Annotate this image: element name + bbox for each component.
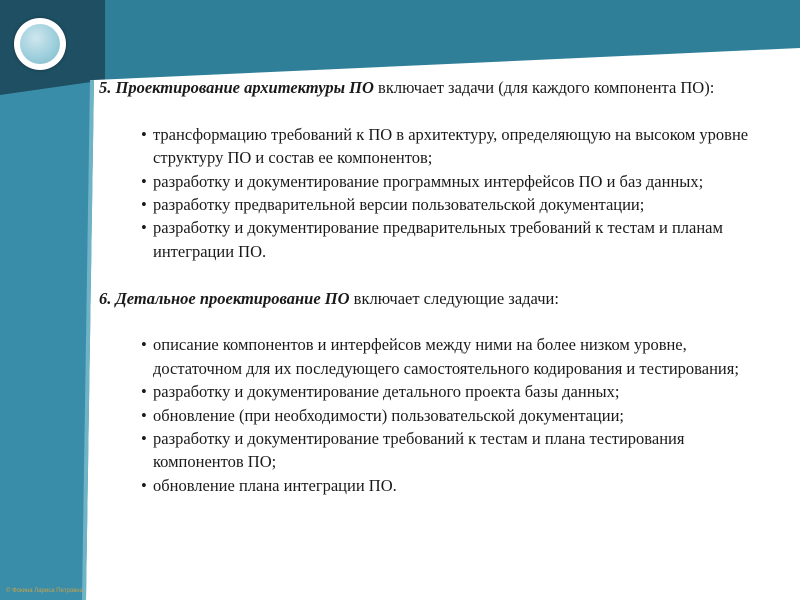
section5-heading-rest: включает задачи (для каждого компонента ПО): [373,78,715,97]
footer-copyright: © Фокина Лариса Петровна [6,588,83,594]
list-item: • разработку предварительной версии пользовательской документации; [141,193,779,216]
list-item: • описание компонентов и интерфейсов между ними на более низком уровне, достаточном для их последующего самостоятельного кодирования и тестирования; [141,333,779,380]
slide-content [99,76,779,497]
list-item: • обновление плана интеграции ПО. [141,474,779,497]
list-item: • разработку и документирование требований к тестам и плана тестирования компонентов ПО; [141,427,779,474]
circle-emblem-icon [20,24,60,64]
section6-heading-rest: включает следующие задачи: [349,288,559,308]
list-item: • трансформацию требований к ПО в архитектуру, определяющую на высоком уровне структуру ПО и состав ее компонентов; [141,123,779,170]
list-item: • разработку и документирование предварительных требований к тестам и планам интеграции ПО. [141,216,779,263]
list-item: • разработку и документирование детального проекта базы данных; [141,380,779,403]
section6-heading: 6. Детальное проектирование ПО [99,288,350,308]
section5-intro [99,76,779,99]
section6-list [99,333,779,497]
section5-list [99,123,779,263]
section5-heading: 5. Проектирование архитектуры ПО [99,78,374,97]
section6-intro [99,287,779,310]
list-item: • обновление (при необходимости) пользовательской документации; [141,404,779,427]
logo-emblem [14,18,66,70]
list-item: • разработку и документирование программных интерфейсов ПО и баз данных; [141,170,779,193]
